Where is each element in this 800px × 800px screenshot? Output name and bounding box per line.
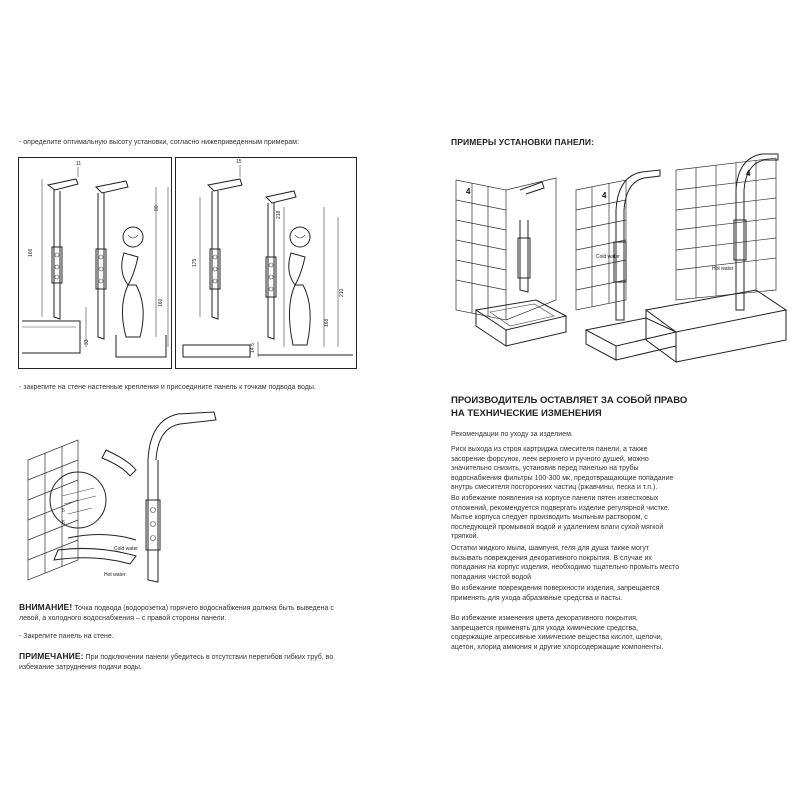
hot-water-label: Hot water <box>104 572 126 578</box>
care-paragraph-1: Риск выхода из строя картриджа смесителя панели, а также засорение форсунок, леек верхнего и ручного душей, можно значительно снизить, установив перед панелью на трубы водоснабжения фильтры 100-300 мк, предотвращающие попадание внутрь смесителя посторонних частиц (ржавчины, песка и т.п.). <box>451 446 674 491</box>
care-paragraph-4: Во избежание повреждения поверхности изделия, запрещается применять для ухода абразивные средства и пасты. <box>451 585 660 602</box>
dim-label: 33 <box>84 339 90 345</box>
dim-label: 218 <box>276 210 282 219</box>
warning-text: Точка подвода (водорозетка) горячего водоснабжения должна быть выведена с левой, а холодного водоснабжения – с правой стороны панели. <box>19 605 334 622</box>
callout-number: 4 <box>746 169 751 178</box>
warning-label: ВНИМАНИЕ! <box>19 602 73 612</box>
dim-label: 11 <box>76 161 82 167</box>
dim-label: 80 <box>154 205 160 211</box>
installation-examples <box>446 150 786 380</box>
cold-water-label: Cold water <box>596 254 620 260</box>
note-paragraph <box>19 652 349 672</box>
dim-label: 15 <box>236 159 242 165</box>
care-paragraph-2: Во избежание появления на корпусе панели пятен известковых отложений, рекомендуется подвергать изделие регулярной чистке. Мытье корпуса следует производить мыльным раствором, с последующей промывкой водой и удалением влаги сухой мягкой тряпкой. <box>451 495 670 540</box>
care-paragraph-5: Во избежание изменения цвета декоративного покрытия, запрещается применять для ухода химические средства, содержащие агрессивные химические вещества кислот, щелочи, ацетон, хлорид аммония и другие хлорсодержащие компоненты. <box>451 615 664 651</box>
cold-water-label: Cold water <box>114 546 138 552</box>
warning-paragraph <box>19 603 349 623</box>
care-paragraph-3: Остатки жидкого мыла, шампуня, геля для душа также могут вызывать повреждения декоративного покрытия. В случае их попадания на корпус изделия, необходимо тщательно промыть место попадания чистой водой <box>451 545 680 581</box>
install-height-intro: - определите оптимальную высоту установки, согласно нижеприведенным примерам: <box>19 139 299 146</box>
rights-title: ПРОИЗВОДИТЕЛЬ ОСТАВЛЯЕТ ЗА СОБОЙ ПРАВО НА ТЕХНИЧЕСКИЕ ИЗМЕНЕНИЯ <box>451 395 688 419</box>
dim-label: 160 <box>158 298 164 307</box>
dim-label: 175 <box>192 258 198 267</box>
dim-label: 166 <box>28 248 34 257</box>
callout-number: 6 <box>62 520 65 526</box>
hot-water-label: Hot water <box>712 266 734 272</box>
note-text: При подключении панели убедитесь в отсутствии перегибов гибких труб, во избежание затруднения подачи воды. <box>19 654 334 671</box>
dim-label: 210 <box>339 288 345 297</box>
callout-number: 4 <box>602 191 607 200</box>
mounting-diagram <box>18 400 238 590</box>
height-diagrams <box>18 157 356 369</box>
height-diagram-drawing <box>18 157 356 369</box>
dim-label: 14.5 <box>250 343 256 353</box>
note-label: ПРИМЕЧАНИЕ: <box>19 651 84 661</box>
mount-instruction: - закрепите на стене настенные крепления и присоедините панель к точкам подвода воды. <box>19 384 316 391</box>
care-intro: Рекомендации по уходу за изделием. <box>451 431 573 438</box>
dim-label: 168 <box>324 318 330 327</box>
fix-panel-text: - Закрепите панель на стене. <box>19 633 114 640</box>
examples-title: ПРИМЕРЫ УСТАНОВКИ ПАНЕЛИ: <box>451 137 595 147</box>
callout-number: 5 <box>62 508 65 514</box>
callout-number: 4 <box>466 187 471 196</box>
